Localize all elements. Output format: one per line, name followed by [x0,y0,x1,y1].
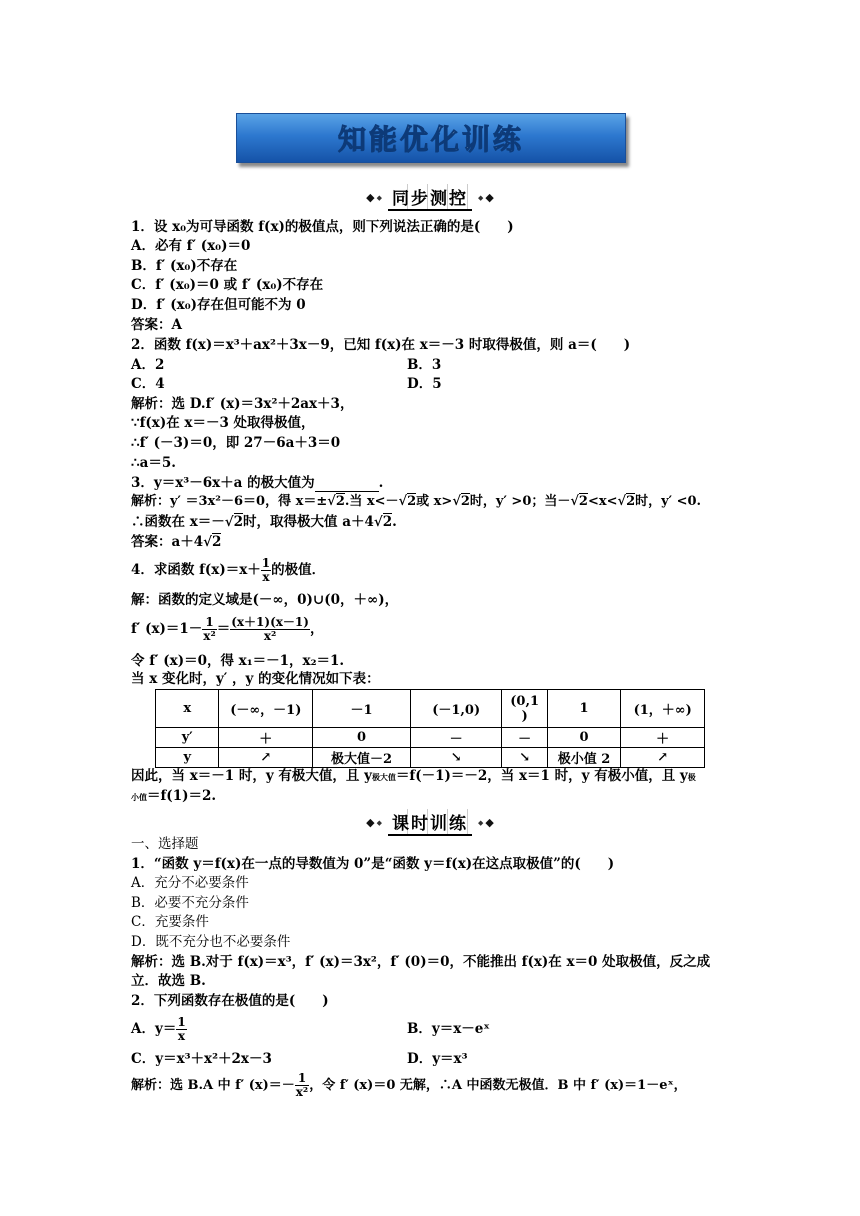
k2-stem: 2．下列函数存在极值的是( ) [131,993,329,1009]
table-cell: x [156,690,219,728]
k1-solution-2: 立．故选 B. [131,973,206,989]
section-header-sync [0,184,860,211]
section-title: 同步测控 [388,184,472,211]
banner-text: 知能优化训练 [337,123,524,156]
table-cell: － [502,728,547,748]
q2-solution-2: ∵f(x)在 x＝－3 处取得极值， [131,415,315,431]
k2-option-b: B．y＝x－eˣ [407,1021,490,1037]
q3-answer: 答案：a＋4√2 [131,534,222,550]
q1-option-c: C．f′ (x₀)＝0 或 f′ (x₀)不存在 [131,277,324,293]
table-cell: ↘ [410,748,502,768]
table-cell: 极小值 2 [547,748,621,768]
answer-blank [315,477,379,492]
q4-conclusion-2: 小值＝f(1)＝2. [131,788,217,804]
q4-conclusion-1: 因此，当 x＝－1 时，y 有极大值，且 y极大值＝f(－1)＝－2，当 x＝1 时，y 有极小值，且 y极 [131,768,696,784]
q4-domain: 解：函数的定义域是(－∞，0)∪(0，＋∞)， [131,592,399,608]
q2-option-d: D．5 [407,376,442,392]
table-row [156,748,705,768]
diamond-icon: ◆ [366,191,375,204]
q2-option-c: C．4 [131,376,165,392]
table-cell: y′ [156,728,219,748]
table-cell: －1 [313,690,411,728]
q1-stem: 1．设 x₀为可导函数 f(x)的极值点，则下列说法正确的是( ) [131,219,514,235]
k2-option-d: D．y＝x³ [407,1051,468,1067]
q4-derivative: f′ (x)＝1－ $\frac{1}{\text{x²}}$ ＝ $\frac{(x+1)(x-1)}{\text{x²}}$ ， [131,615,324,643]
k1-option-a: A．充分不必要条件 [131,875,249,891]
q4-critical-points: 令 f′ (x)＝0，得 x₁＝－1，x₂＝1. [131,653,345,669]
table-cell: (0,1 ) [502,690,547,728]
table-cell: ↗ [219,748,313,768]
q2-solution-4: ∴a＝5. [131,455,176,471]
q2-stem: 2．函数 f(x)＝x³＋ax²＋3x－9，已知 f(x)在 x＝－3 时取得极值，则 a＝( ) [131,337,631,353]
k1-stem: 1．“函数 y＝f(x)在一点的导数值为 0”是“函数 y＝f(x)在这点取极值”的( ) [131,856,615,872]
q3-stem: 3．y＝x³－6x＋a 的极大值为 . [131,475,384,491]
table-cell: ＋ [621,728,705,748]
table-cell: 极大值－2 [313,748,411,768]
fraction: $\frac{1}{\text{x²}}$ [203,615,216,643]
fraction: $\frac{1}{x}$ [261,556,271,584]
k1-solution-1: 解析：选 B.对于 f(x)＝x³，f′ (x)＝3x²，f′ (0)＝0，不能推出 f(x)在 x＝0 处取极值，反之成 [131,954,711,970]
k2-solution: 解析：选 B.A 中 f′ (x)＝－ $\frac{1}{\text{x²}}$ ，令 f′ (x)＝0 无解，∴A 中函数无极值．B 中 f′ (x)＝1－eˣ， [131,1071,687,1099]
k2-option-c: C．y＝x³＋x²＋2x－3 [131,1051,272,1067]
q1-option-d: D．f′ (x₀)存在但可能不为 0 [131,297,306,313]
table-row [156,690,705,728]
table-row [156,728,705,748]
diamond-icon: ◆ [485,191,494,204]
k1-option-d: D．既不充分也不必要条件 [131,934,291,950]
q1-answer: 答案：A [131,317,182,333]
fraction: $\frac{1}{\text{x²}}$ [295,1071,309,1099]
fraction: $\frac{(x+1)(x-1)}{\text{x²}}$ [231,615,309,643]
variation-table [155,689,705,768]
table-cell: 0 [313,728,411,748]
table-cell: 1 [547,690,621,728]
diamond-small-icon: ◆ [376,193,382,202]
q1-option-a: A．必有 f′ (x₀)＝0 [131,238,251,254]
q4-stem: 4．求函数 f(x)＝x＋ $\frac{1}{x}$ 的极值． [131,556,326,584]
k1-option-c: C．充要条件 [131,914,209,930]
q2-solution-3: ∴f′ (－3)＝0，即 27－6a＋3＝0 [131,435,341,451]
k1-option-b: B．必要不充分条件 [131,895,249,911]
table-cell: ↘ [502,748,547,768]
q3-solution-1: 解析：y′ ＝3x²－6＝0，得 x＝±√2.当 x<－√2或 x>√2时，y′ >0；当－√2<x<√2时，y′ <0. [131,494,702,509]
q3-solution-2: ∴函数在 x＝－√2时，取得极大值 a＋4√2. [131,514,397,530]
section-title: 课时训练 [388,809,472,836]
diamond-small-icon: ◆ [478,818,484,827]
table-cell: y [156,748,219,768]
diamond-small-icon: ◆ [478,193,484,202]
table-cell: ↗ [621,748,705,768]
section-header-lesson [0,809,860,836]
table-cell: ＋ [219,728,313,748]
table-cell: (1，＋∞) [621,690,705,728]
table-cell: － [410,728,502,748]
banner-title [236,113,626,163]
diamond-small-icon: ◆ [376,818,382,827]
q2-option-a: A．2 [131,357,165,373]
q4-table-intro: 当 x 变化时，y′ ，y 的变化情况如下表： [131,671,380,687]
q2-solution-1: 解析：选 D.f′ (x)＝3x²＋2ax＋3， [131,396,354,412]
fraction: $\frac{1}{x}$ [177,1015,186,1043]
table-cell: (－∞，－1) [219,690,313,728]
part-heading: 一、选择题 [131,836,199,852]
k2-option-a: A．y＝ $\frac{1}{x}$ [131,1015,186,1043]
table-cell: 0 [547,728,621,748]
table-cell: (－1,0) [410,690,502,728]
q1-option-b: B．f′ (x₀)不存在 [131,258,238,274]
diamond-icon: ◆ [485,816,494,829]
q2-option-b: B．3 [407,357,442,373]
diamond-icon: ◆ [366,816,375,829]
